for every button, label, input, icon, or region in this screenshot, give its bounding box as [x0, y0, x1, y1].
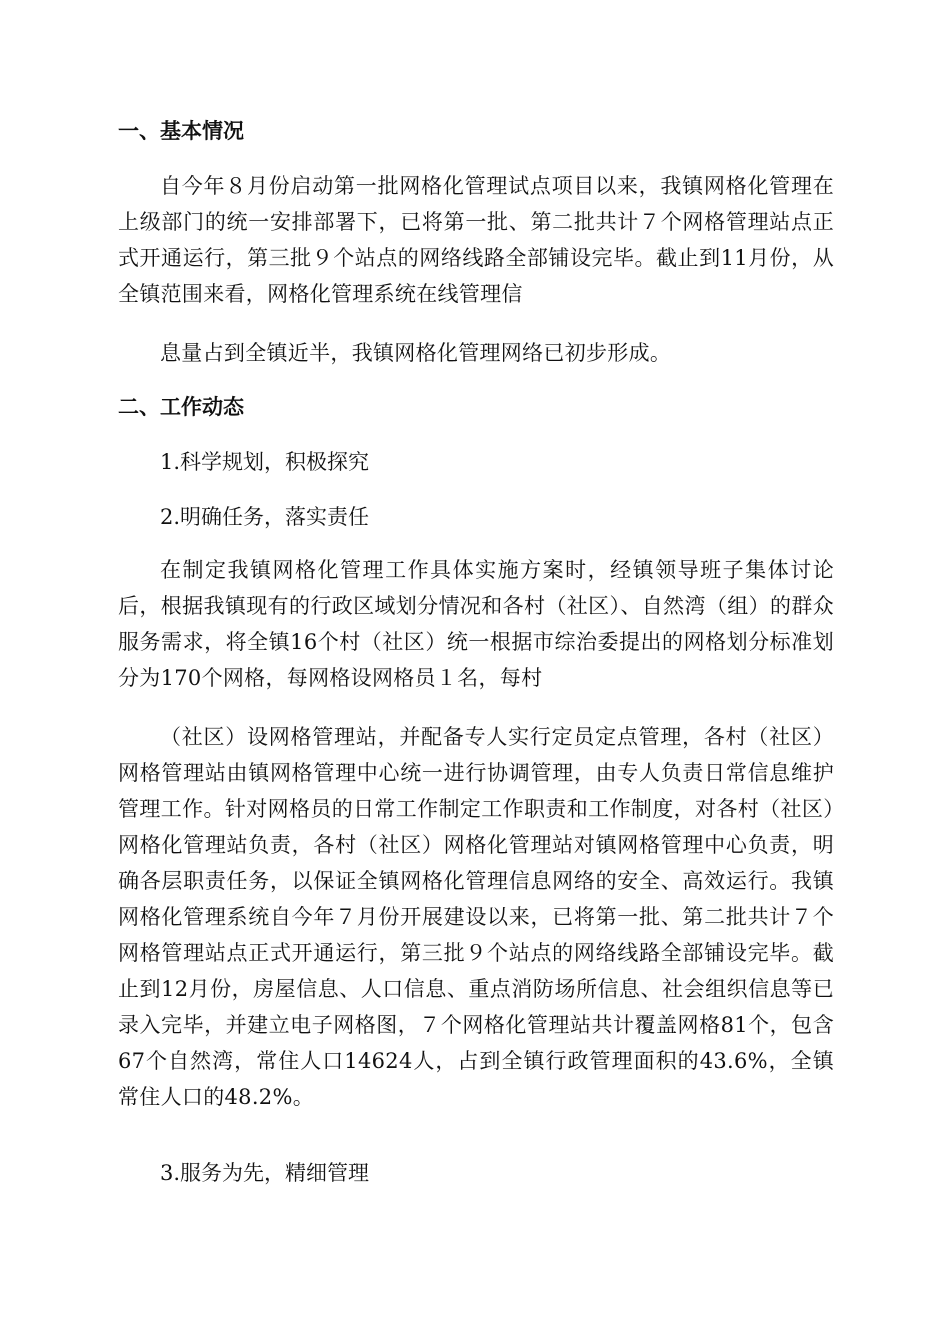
list-item-scientific-planning: 1.科学规划，积极探究 — [160, 450, 370, 474]
paragraph-work-dynamics-2: （社区）设网格管理站，并配备专人实行定员定点管理，各村（社区）网格管理站由镇网格管理中心统一进行协调管理，由专人负责日常信息维护管理工作。针对网格员的日常工作制定工作职责和工作制度，对各村（社区）网格化管理站负责，各村（社区）网格化管理站对镇网格管理中心负责，明确各层职责任务，以保证全镇网格化管理信息网络的安全、高效运行。我镇网格化管理系统自今年７月份开展建设以来，已将第一批、第二批共计７个网格管理站点正式开通运行，第三批９个站点的网络线路全部铺设完毕。截止到12月份，房屋信息、人口信息、重点消防场所信息、社会组织信息等已录入完毕，并建立电子网格图，７个网格化管理站共计覆盖网格81个，包含67个自然湾，常住人口14624人，占到全镇行政管理面积的43.6%，全镇常住人口的48.2%。 — [118, 725, 834, 1109]
section-heading-work-dynamics: 二、工作动态 — [118, 395, 244, 419]
paragraph-basic-situation-2: 息量占到全镇近半，我镇网格化管理网络已初步形成。 — [160, 341, 672, 365]
paragraph-basic-situation-1: 自今年８月份启动第一批网格化管理试点项目以来，我镇网格化管理在上级部门的统一安排部署下，已将第一批、第二批共计７个网格管理站点正式开通运行，第三批９个站点的网络线路全部铺设完毕。截止到11月份，从全镇范围来看，网格化管理系统在线管理信 — [118, 174, 834, 306]
paragraph-work-dynamics-1: 在制定我镇网格化管理工作具体实施方案时，经镇领导班子集体讨论后，根据我镇现有的行政区域划分情况和各村（社区）、自然湾（组）的群众服务需求，将全镇16个村（社区）统一根据市综治委提出的网格划分标准划分为170个网格，每网格设网格员１名，每村 — [118, 558, 834, 690]
list-item-service-first: 3.服务为先，精细管理 — [160, 1161, 370, 1185]
section-heading-basic-situation: 一、基本情况 — [118, 119, 244, 143]
list-item-clear-tasks: 2.明确任务，落实责任 — [160, 505, 370, 529]
